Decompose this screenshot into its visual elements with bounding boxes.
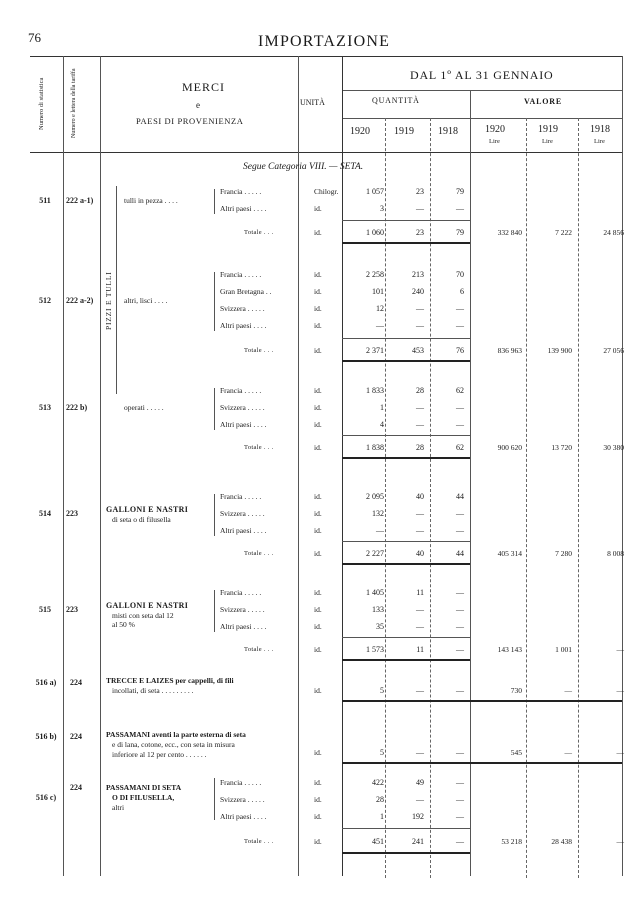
item-description-line3: altri [112, 803, 125, 812]
total-v1: 7 222 [555, 228, 572, 237]
tariff-number: 223 [66, 605, 78, 614]
row-q1: — [416, 420, 424, 429]
stat-number: 514 [39, 509, 51, 518]
total-rule [342, 659, 470, 661]
row-v1: — [564, 686, 572, 695]
item-description: GALLONI E NASTRI [106, 601, 189, 610]
tariff-number: 224 [70, 678, 82, 687]
row-q0: 28 [376, 795, 384, 804]
row-q2: — [456, 588, 464, 597]
row-q0: 1 405 [366, 588, 384, 597]
country-label: Altri paesi . . . . [220, 622, 267, 631]
row-v2: — [616, 686, 624, 695]
row-q0: 1 [380, 403, 384, 412]
total-q0: 1 060 [366, 228, 384, 237]
header-unita: UNITÀ [300, 98, 325, 107]
total-v0: 836 963 [497, 346, 522, 355]
item-description-line3: inferiore al 12 per cento . . . . . . [112, 750, 207, 759]
row-q1: 49 [416, 778, 424, 787]
row-q1: 213 [412, 270, 424, 279]
row-q0: 1 057 [366, 187, 384, 196]
country-label: Altri paesi . . . . [220, 812, 267, 821]
row-q2: — [456, 795, 464, 804]
row-q0: 133 [372, 605, 384, 614]
row-q1: — [416, 321, 424, 330]
header-quantita: QUANTITÀ [372, 96, 420, 105]
total-q2: 44 [456, 549, 464, 558]
row-q1: 28 [416, 386, 424, 395]
tariff-number: 222 a-1) [66, 195, 94, 205]
row-q2: 44 [456, 492, 464, 501]
row-brace [214, 189, 215, 214]
total-q1: 11 [416, 645, 424, 654]
row-q0: 132 [372, 509, 384, 518]
total-q2: 62 [456, 443, 464, 452]
row-q1: — [416, 509, 424, 518]
subtotal-rule [342, 220, 470, 221]
unit-label: id. [314, 588, 322, 597]
country-label: Svizzera . . . . . [220, 605, 265, 614]
total-v1: 1 001 [555, 645, 572, 654]
row-q2: — [456, 748, 464, 757]
table-top-rule [30, 56, 622, 57]
total-q1: 23 [416, 228, 424, 237]
total-label: Totale . . . [244, 646, 274, 653]
row-q1: 240 [412, 287, 424, 296]
stat-number: 511 [39, 195, 51, 205]
unit-label: id. [314, 420, 322, 429]
total-v1: 13 720 [551, 443, 572, 452]
total-v2: 24 856 [603, 228, 624, 237]
total-rule [342, 242, 470, 244]
row-q1: — [416, 748, 424, 757]
header-bottom-rule [30, 152, 622, 153]
subtotal-rule [342, 435, 470, 436]
item-description: tulli in pezza . . . . [124, 195, 178, 205]
unit-label: id. [314, 837, 322, 846]
unit-label: id. [314, 287, 322, 296]
row-q0: — [376, 321, 384, 330]
item-description: TRECCE E LAIZES per cappelli, di fili [106, 676, 234, 685]
header-year-q1919: 1919 [394, 126, 414, 137]
total-q2: — [456, 837, 464, 846]
row-q0: — [376, 526, 384, 535]
stat-number: 516 c) [35, 793, 57, 802]
header-paesi: PAESI DI PROVENIENZA [136, 116, 244, 126]
row-q0: 1 [380, 812, 384, 821]
row-q1: — [416, 605, 424, 614]
unit-label: id. [314, 686, 322, 695]
row-q1: — [416, 204, 424, 213]
total-v1: 7 280 [555, 549, 572, 558]
total-label: Totale . . . [244, 229, 274, 236]
row-q1: — [416, 622, 424, 631]
country-label: Altri paesi . . . . [220, 321, 267, 330]
unit-label: id. [314, 386, 322, 395]
unit-label: Chilogr. [314, 187, 339, 196]
row-q0: 3 [380, 204, 384, 213]
total-q1: 40 [416, 549, 424, 558]
subtotal-rule [342, 828, 470, 829]
header-lire-1918: Lire [594, 138, 605, 145]
row-q0: 2 258 [366, 270, 384, 279]
total-q2: 79 [456, 228, 464, 237]
row-q0: 4 [380, 420, 384, 429]
total-q2: — [456, 645, 464, 654]
header-lire-1919: Lire [542, 138, 553, 145]
row-q1: 11 [416, 588, 424, 597]
item-description: PASSAMANI DI SETA [106, 783, 182, 792]
header-e: e [196, 100, 200, 110]
country-label: Svizzera . . . . . [220, 304, 265, 313]
row-brace [214, 494, 215, 536]
row-q0: 5 [380, 748, 384, 757]
row-v2: — [616, 748, 624, 757]
row-q1: — [416, 795, 424, 804]
item-description-line2: e di lana, cotone, ecc., con seta in misura [112, 740, 235, 749]
tariff-number: 224 [70, 732, 82, 741]
total-v2: — [616, 645, 624, 654]
total-v0: 143 143 [497, 645, 522, 654]
total-v1: 28 438 [551, 837, 572, 846]
tariff-number: 223 [66, 509, 78, 518]
total-v0: 53 218 [501, 837, 522, 846]
row-v0: 545 [510, 748, 522, 757]
header-merci: MERCI [182, 80, 226, 94]
item-description-line2: O DI FILUSELLA, [112, 793, 175, 802]
row-q0: 1 833 [366, 386, 384, 395]
stat-number: 512 [39, 295, 51, 305]
row-q1: — [416, 403, 424, 412]
total-label: Totale . . . [244, 550, 274, 557]
unit-label: id. [314, 403, 322, 412]
total-rule [342, 457, 470, 459]
unit-label: id. [314, 622, 322, 631]
row-q0: 12 [376, 304, 384, 313]
total-label: Totale . . . [244, 444, 274, 451]
country-label: Francia . . . . . [220, 270, 262, 279]
page-title: IMPORTAZIONE [258, 33, 391, 50]
unit-label: id. [314, 549, 322, 558]
row-q2: 70 [456, 270, 464, 279]
total-v0: 332 840 [497, 228, 522, 237]
header-year-q1920: 1920 [350, 126, 370, 137]
total-q2: 76 [456, 346, 464, 355]
country-label: Svizzera . . . . . [220, 509, 265, 518]
row-q1: — [416, 686, 424, 695]
row-q2: — [456, 778, 464, 787]
item-description: GALLONI E NASTRI [106, 505, 189, 514]
total-v2: 8 008 [607, 549, 624, 558]
country-label: Altri paesi . . . . [220, 204, 267, 213]
stat-number: 516 a) [35, 678, 57, 687]
total-v2: 30 380 [603, 443, 624, 452]
row-q0: 5 [380, 686, 384, 695]
row-q1: 192 [412, 812, 424, 821]
row-q1: — [416, 526, 424, 535]
unit-label: id. [314, 795, 322, 804]
row-brace [214, 590, 215, 632]
item-description-line2: di seta o di filusella [112, 515, 171, 524]
row-q2: — [456, 204, 464, 213]
total-v0: 900 620 [497, 443, 522, 452]
header-period: DAL 1º AL 31 GENNAIO [410, 68, 554, 82]
total-q0: 1 838 [366, 443, 384, 452]
row-q1: — [416, 304, 424, 313]
total-rule [342, 762, 622, 764]
unit-label: id. [314, 492, 322, 501]
total-v2: — [616, 837, 624, 846]
item-description: operati . . . . . [124, 403, 164, 412]
unit-label: id. [314, 778, 322, 787]
row-q2: — [456, 420, 464, 429]
subtotal-rule [342, 338, 470, 339]
country-label: Francia . . . . . [220, 778, 262, 787]
total-q1: 453 [412, 346, 424, 355]
country-label: Francia . . . . . [220, 492, 262, 501]
subtotal-rule [342, 637, 470, 638]
item-description-line2: incollati, di seta . . . . . . . . . [112, 686, 194, 695]
total-q0: 1 573 [366, 645, 384, 654]
row-brace [214, 778, 215, 820]
row-v0: 730 [510, 686, 522, 695]
row-v1: — [564, 748, 572, 757]
total-label: Totale . . . [244, 838, 274, 845]
total-q0: 451 [372, 837, 384, 846]
row-brace [214, 272, 215, 331]
unit-label: id. [314, 270, 322, 279]
row-q2: — [456, 622, 464, 631]
group-label-pizzi-e-tulli: PIZZI E TULLI [104, 271, 113, 330]
country-label: Svizzera . . . . . [220, 403, 265, 412]
unit-label: id. [314, 346, 322, 355]
unit-label: id. [314, 812, 322, 821]
header-tariff-number: Numero e lettera della tariffa [71, 68, 77, 138]
stat-number: 513 [39, 403, 51, 412]
total-label: Totale . . . [244, 347, 274, 354]
category-heading: Segue Categoria VIII. — SETA. [243, 162, 364, 172]
total-v1: 139 900 [547, 346, 572, 355]
tariff-number: 222 a-2) [66, 295, 94, 305]
row-q2: — [456, 686, 464, 695]
unit-label: id. [314, 321, 322, 330]
total-v2: 27 056 [603, 346, 624, 355]
total-v0: 405 314 [497, 549, 522, 558]
unit-label: id. [314, 509, 322, 518]
tariff-number: 222 b) [66, 403, 88, 412]
item-description-line2: misti con seta dal 12 [112, 611, 174, 620]
unit-label: id. [314, 304, 322, 313]
stat-number: 515 [39, 605, 51, 614]
row-q1: 23 [416, 187, 424, 196]
header-stat-number: Numero di statistica [38, 77, 45, 130]
unit-label: id. [314, 526, 322, 535]
row-q2: — [456, 526, 464, 535]
header-year-v1919: 1919 [538, 124, 558, 135]
total-rule [342, 700, 622, 702]
header-valore: VALORE [524, 97, 562, 106]
unit-label: id. [314, 605, 322, 614]
country-label: Francia . . . . . [220, 588, 262, 597]
header-year-v1920: 1920 [485, 124, 505, 135]
item-description-line3: al 50 % [112, 620, 135, 629]
row-q2: 6 [460, 287, 464, 296]
row-q0: 35 [376, 622, 384, 631]
item-description: PASSAMANI aventi la parte esterna di seta [106, 730, 246, 739]
row-q0: 422 [372, 778, 384, 787]
row-brace [214, 388, 215, 430]
total-rule [342, 563, 470, 565]
total-q1: 241 [412, 837, 424, 846]
country-label: Francia . . . . . [220, 386, 262, 395]
row-q2: — [456, 812, 464, 821]
unit-label: id. [314, 443, 322, 452]
unit-label: id. [314, 748, 322, 757]
header-lire-1920: Lire [489, 138, 500, 145]
country-label: Francia . . . . . [220, 187, 262, 196]
total-rule [342, 852, 470, 854]
country-label: Altri paesi . . . . [220, 526, 267, 535]
country-label: Altri paesi . . . . [220, 420, 267, 429]
row-q2: — [456, 321, 464, 330]
row-q2: — [456, 509, 464, 518]
tariff-number: 224 [70, 783, 82, 792]
country-label: Svizzera . . . . . [220, 795, 265, 804]
row-q2: 79 [456, 187, 464, 196]
header-year-v1918: 1918 [590, 124, 610, 135]
row-q2: 62 [456, 386, 464, 395]
total-q0: 2 227 [366, 549, 384, 558]
unit-label: id. [314, 228, 322, 237]
unit-label: id. [314, 204, 322, 213]
item-description: altri, lisci . . . . [124, 295, 168, 305]
subtotal-rule [342, 541, 470, 542]
stat-number: 516 b) [35, 732, 57, 741]
row-q0: 2 095 [366, 492, 384, 501]
total-q0: 2 371 [366, 346, 384, 355]
row-q2: — [456, 403, 464, 412]
unit-label: id. [314, 645, 322, 654]
page-number: 76 [28, 30, 41, 45]
row-q1: 40 [416, 492, 424, 501]
total-q1: 28 [416, 443, 424, 452]
total-rule [342, 360, 470, 362]
header-year-q1918: 1918 [438, 126, 458, 137]
row-q2: — [456, 605, 464, 614]
country-label: Gran Bretagna . . [220, 287, 272, 296]
row-q2: — [456, 304, 464, 313]
row-q0: 101 [372, 287, 384, 296]
